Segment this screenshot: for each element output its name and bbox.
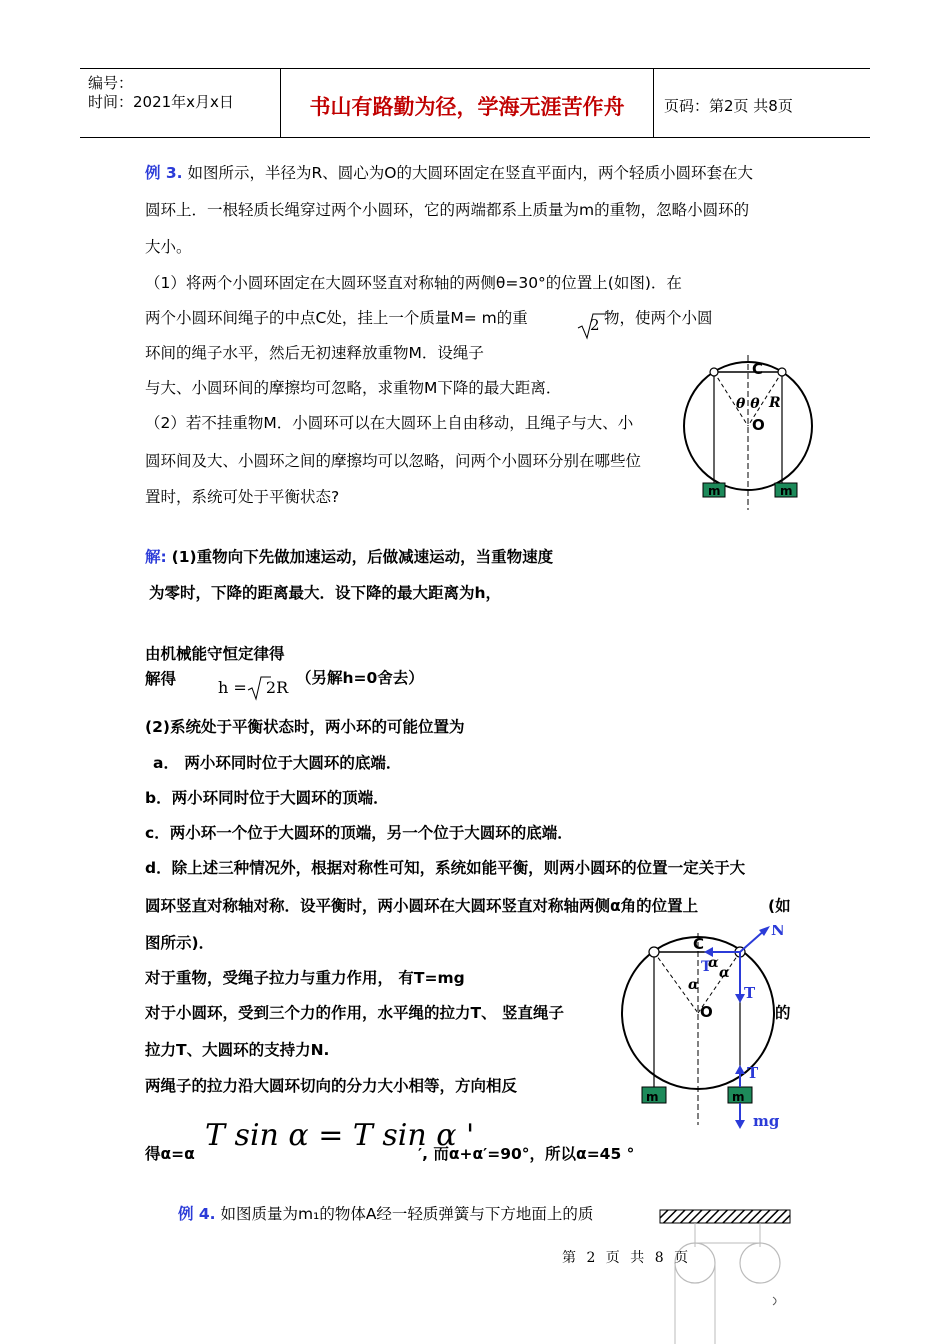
solution-line4: 解得 <box>145 670 177 688</box>
solution-d4: 对于重物，受绳子拉力与重力作用， 有T=mg <box>145 969 465 987</box>
header-meta-cell <box>80 69 281 137</box>
rope-hook <box>773 1297 776 1305</box>
label-mg: mg <box>753 1112 780 1130</box>
example4-line1 <box>178 1202 593 1224</box>
tension-equation: T sin α = T sin α ' <box>205 1118 475 1153</box>
label-C-2: C <box>693 935 705 953</box>
mass-label-right-2: m <box>732 1090 745 1104</box>
solution-label: 解: <box>145 548 167 566</box>
h-equals: h = <box>218 678 252 697</box>
solution-d5b: 的 <box>775 1004 791 1022</box>
example3-line3: 大小。 <box>145 238 192 256</box>
mass-label-left-2: m <box>646 1090 659 1104</box>
label-alpha-top: α <box>708 955 719 971</box>
solution-line2: 为零时，下降的距离最大．设下降的最大距离为h， <box>149 584 502 602</box>
solution-d2: 圆环竖直对称轴对称．设平衡时，两小圆环在大圆环竖直对称轴两侧α角的位置上 <box>145 897 699 915</box>
time-label: 时间：2021年x月x日 <box>88 93 234 111</box>
solution-c: c．两小环一个位于大圆环的顶端，另一个位于大圆环的底端． <box>145 824 573 842</box>
example3-line4: （1）将两个小圆环固定在大圆环竖直对称轴的两侧θ=30°的位置上(如图)．在 <box>145 274 682 292</box>
label-R: R <box>769 395 781 411</box>
figure-2 <box>618 925 818 1135</box>
solution-d5: 对于小圆环，受到三个力的作用，水平绳的拉力T、 竖直绳子 <box>145 1004 564 1022</box>
example3-line10: 置时，系统可处于平衡状态? <box>145 488 340 506</box>
label-theta: θ θ <box>736 396 760 412</box>
example3-line1 <box>145 161 753 183</box>
page-label: 页码：第2页 共8页 <box>664 97 793 115</box>
example3-line6: 环间的绳子水平，然后无初速释放重物M．设绳子 <box>145 344 484 362</box>
example4-text: 如图质量为m₁的物体A经一轻质弹簧与下方地面上的质 <box>220 1205 594 1223</box>
example3-text1: 如图所示，半径为R、圆心为O的大圆环固定在竖直平面内，两个轻质小圆环套在大 <box>187 164 753 182</box>
page-footer: 第 2 页 共 8 页 <box>562 1250 689 1266</box>
label-T-up: T <box>747 1064 759 1082</box>
example3-line8: （2）若不挂重物M．小圆环可以在大圆环上自由移动，且绳子与大、小 <box>145 414 634 432</box>
solution-line5: (2)系统处于平衡状态时，两小环的可能位置为 <box>145 718 465 736</box>
header-motto-cell <box>281 69 654 137</box>
ceiling <box>660 1210 790 1223</box>
solution-d6: 拉力T、大圆环的支持力N. <box>145 1041 330 1059</box>
solution-d1: d．除上述三种情况外，根据对称性可知，系统如能平衡，则两小圆环的位置一定关于大 <box>145 859 746 877</box>
number-label: 编号： <box>88 74 134 92</box>
label-T-horizontal: T <box>701 959 712 975</box>
mass-label-right: m <box>780 484 793 498</box>
solution-text1: (1)重物向下先做加速运动，后做减速运动，当重物速度 <box>171 548 554 566</box>
mass-label-left: m <box>708 484 721 498</box>
small-ring-right <box>778 368 786 376</box>
label-N: N <box>771 925 785 939</box>
label-alpha-center: α <box>688 977 699 993</box>
solution-line1 <box>145 545 553 567</box>
solution-line4b: （另解h=0舍去） <box>296 669 424 687</box>
sqrt-radicand: 2 <box>590 316 600 334</box>
page-header <box>80 68 870 138</box>
small-ring-left <box>710 368 718 376</box>
solution-b: b．两小环同时位于大圆环的顶端． <box>145 789 389 807</box>
example3-line5a: 两个小圆环间绳子的中点C处，挂上一个质量M= m的重 <box>145 309 528 327</box>
example3-line7: 与大、小圆环间的摩擦均可忽略，求重物M下降的最大距离． <box>145 379 562 397</box>
label-O: O <box>752 416 765 434</box>
figure-1 <box>680 350 830 520</box>
label-alpha-ring: α <box>719 965 730 981</box>
label-T-down: T <box>744 984 756 1002</box>
solution-a: a． 两小环同时位于大圆环的底端． <box>153 754 402 772</box>
label-O-2: O <box>700 1003 713 1021</box>
solution-d2b: (如 <box>768 897 791 915</box>
header-page-cell <box>654 69 870 137</box>
solution-d8a: 得α=α <box>145 1145 195 1163</box>
solution-d3: 图所示)． <box>145 934 215 952</box>
h-radicand: 2 <box>265 678 277 697</box>
motto: 书山有路勤为径，学海无涯苦作舟 <box>309 95 625 119</box>
solution-line3: 由机械能守恒定律得 <box>145 645 285 663</box>
example3-line9: 圆环间及大、小圆环之间的摩擦均可以忽略，问两个小圆环分别在哪些位 <box>145 452 642 470</box>
example3-line2: 圆环上．一根轻质长绳穿过两个小圆环，它的两端都系上质量为m的重物，忽略小圆环的 <box>145 201 750 219</box>
example4-label: 例 4. <box>178 1205 216 1223</box>
small-ring-left-2 <box>649 947 659 957</box>
example3-label: 例 3. <box>145 164 183 182</box>
sqrt-symbol-2 <box>247 675 271 701</box>
example3-line5b: 物，使两个小圆 <box>604 309 713 327</box>
pulley-right <box>740 1243 780 1283</box>
figure-3-pulleys <box>655 1205 800 1344</box>
solution-d8b: ′, 而α+α′=90°，所以α=45 ° <box>418 1145 635 1163</box>
solution-d7: 两绳子的拉力沿大圆环切向的分力大小相等，方向相反 <box>145 1077 518 1095</box>
h-R: R <box>276 678 289 697</box>
label-C: C <box>752 360 764 378</box>
